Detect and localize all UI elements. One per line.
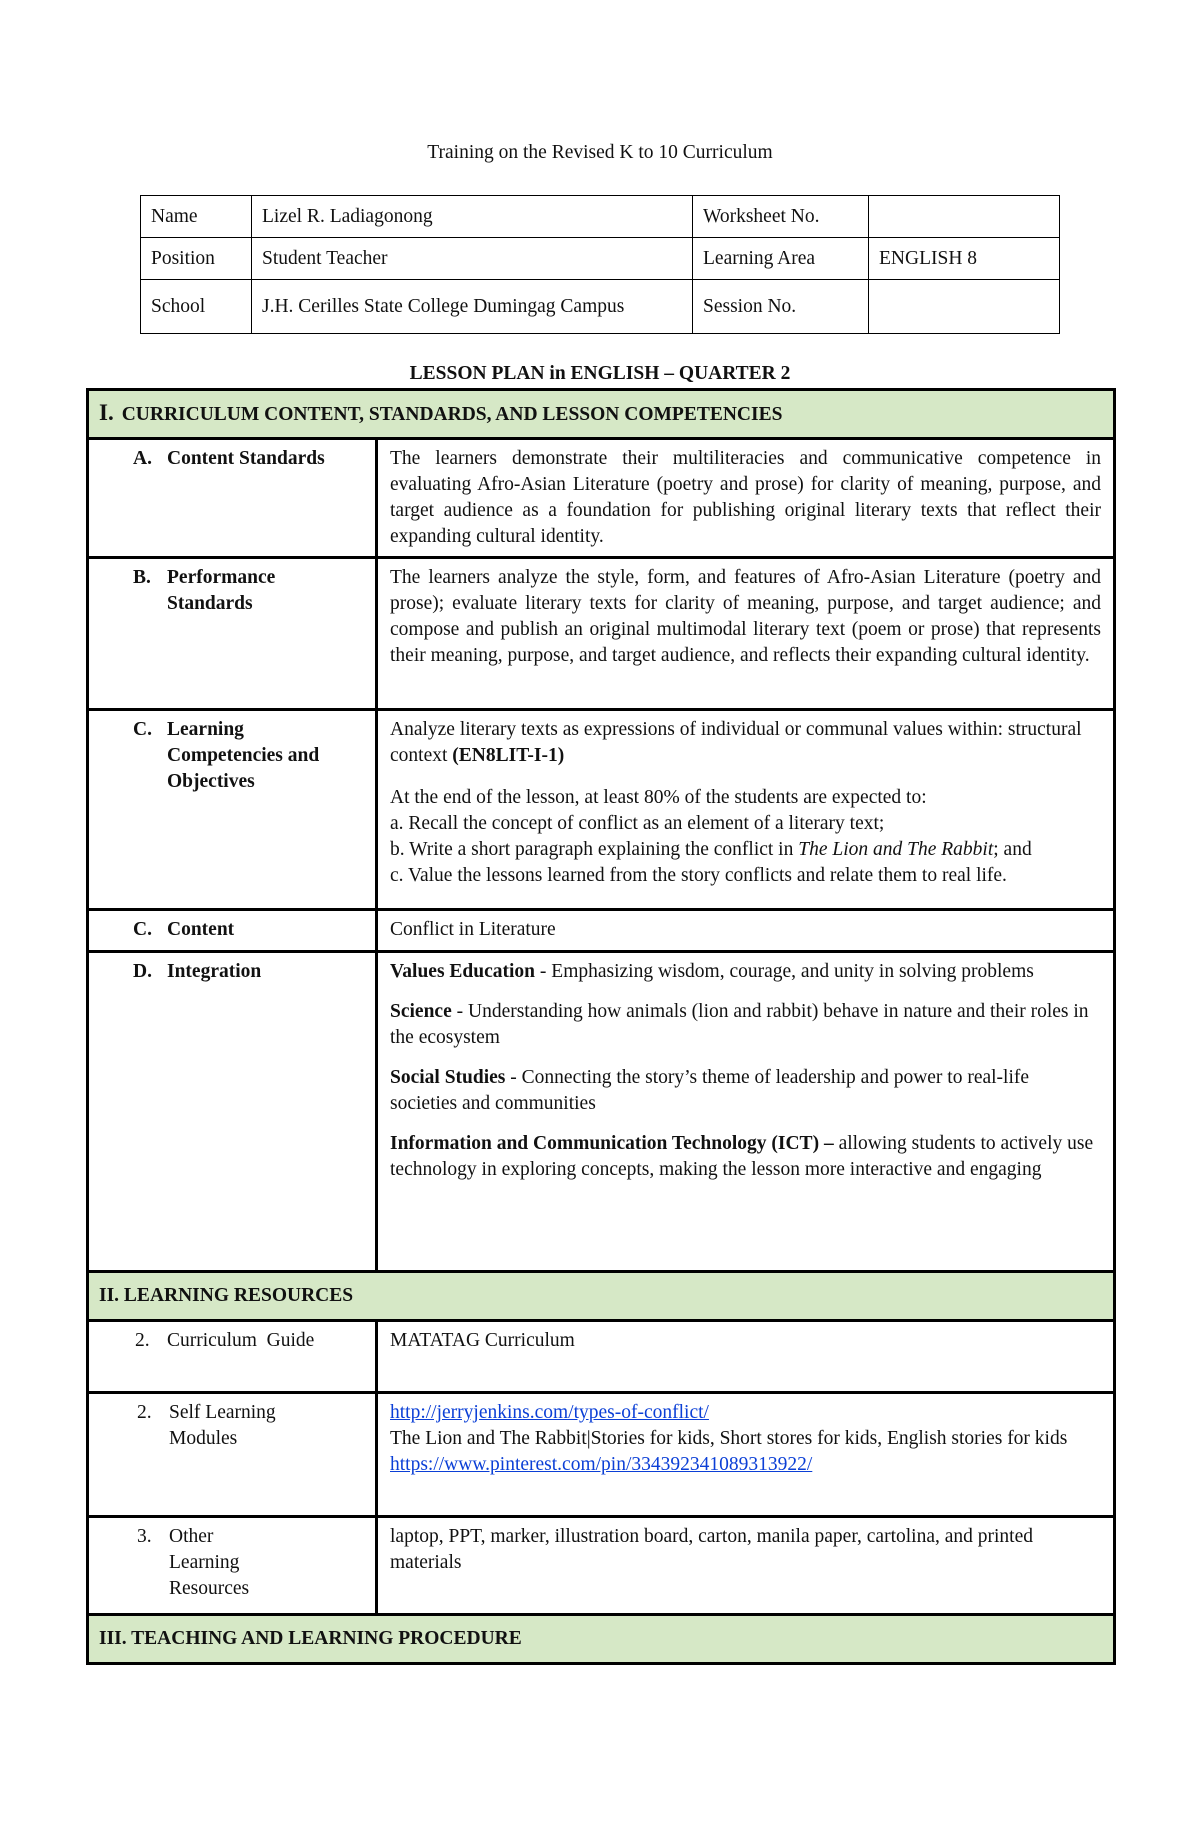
competencies-label: Learning Competencies and Objectives	[167, 719, 320, 792]
integration-item: Science - Understanding how animals (lion and rabbit) behave in nature and their roles in the ecosystem	[390, 1001, 1089, 1048]
objectives-intro: At the end of the lesson, at least 80% of the students are expected to:	[390, 787, 927, 808]
section-3-title: III. TEACHING AND LEARNING PROCEDURE	[88, 1615, 1115, 1664]
other-resources-text: laptop, PPT, marker, illustration board, carton, manila paper, cartolina, and printed materials	[377, 1517, 1115, 1615]
competencies-cell: Analyze literary texts as expressions of individual or communal values within: structural context (EN8LIT-I-1) At the end of the lesson, at least 80% of the students are expected to: a. Recall the concept of conflict as an element of a literary text; b. Write a short paragraph explaining the conflict in The Lion and The Rabbit; and c. Value the lessons learned from the story conflicts and relate them to real life.	[377, 710, 1115, 910]
content-standards-text: The learners demonstrate their multiliteracies and communicative competence in evaluating Afro-Asian Literature (poetry and prose) for clarity of meaning, purpose, and target audience as a foundation for publishing original literary texts that reflect their expanding cultural identity.	[377, 439, 1115, 558]
section-3-header	[88, 1615, 1115, 1664]
school-value: J.H. Cerilles State College Dumingag Campus	[252, 280, 693, 334]
content-text: Conflict in Literature	[377, 910, 1115, 952]
name-label: Name	[141, 196, 252, 238]
row-self-learning	[88, 1393, 1115, 1517]
integration-item: Values Education - Emphasizing wisdom, courage, and unity in solving problems	[390, 961, 1034, 982]
performance-standards-text: The learners analyze the style, form, and features of Afro-Asian Literature (poetry and prose); evaluate literary texts for clarity of meaning, purpose, and target audience; and compose and publish an original multimodal literary text (poem or prose) that represents their meaning, purpose, and target audience, and reflects their expanding cultural identity.	[377, 558, 1115, 710]
row-integration	[88, 952, 1115, 1272]
content-standards-label: Content Standards	[167, 448, 325, 469]
info-row-position	[141, 238, 1060, 280]
letter-c-content: C.	[133, 919, 152, 940]
content-label: Content	[167, 919, 235, 940]
letter-c: C.	[133, 719, 152, 740]
lesson-plan-table	[86, 388, 1116, 1665]
letter-b: B.	[133, 567, 151, 588]
resource-num: 2.	[135, 1330, 150, 1351]
position-value: Student Teacher	[252, 238, 693, 280]
school-label: School	[141, 280, 252, 334]
other-resources-label: Other Learning Resources	[169, 1526, 250, 1599]
competency-text: Analyze literary texts as expressions of individual or communal values within: structural context	[390, 719, 1082, 766]
self-learning-text: The Lion and The Rabbit|Stories for kids, Short stores for kids, English stories for kids	[390, 1428, 1068, 1449]
section-2-header	[88, 1272, 1115, 1321]
integration-item: Information and Communication Technology (ICT) – allowing students to actively use technology in exploring concepts, making the lesson more interactive and engaging	[390, 1133, 1094, 1180]
row-competencies	[88, 710, 1115, 910]
conflict-link[interactable]: http://jerryjenkins.com/types-of-conflict/	[390, 1402, 709, 1423]
objective-b: b. Write a short paragraph explaining the conflict in	[390, 839, 794, 860]
position-label: Position	[141, 238, 252, 280]
info-row-school	[141, 280, 1060, 334]
competency-code: (EN8LIT-I-1)	[452, 745, 565, 766]
name-value: Lizel R. Ladiagonong	[252, 196, 693, 238]
resource-num: 3.	[137, 1526, 152, 1547]
row-curriculum-guide	[88, 1321, 1115, 1393]
row-content	[88, 910, 1115, 952]
section-2-title: II. LEARNING RESOURCES	[88, 1272, 1115, 1321]
page-title: Training on the Revised K to 10 Curriculum	[427, 142, 773, 163]
curriculum-guide-label: Curriculum Guide	[167, 1330, 315, 1351]
session-label: Session No.	[693, 280, 869, 334]
info-row-name	[141, 196, 1060, 238]
area-value: ENGLISH 8	[869, 238, 1060, 280]
self-learning-cell	[377, 1393, 1115, 1517]
story-title: The Lion and The Rabbit	[798, 839, 994, 860]
pinterest-link[interactable]: https://www.pinterest.com/pin/334392341089313922/	[390, 1454, 813, 1475]
worksheet-value	[869, 196, 1060, 238]
row-performance-standards	[88, 558, 1115, 710]
integration-label: Integration	[167, 961, 262, 982]
integration-item: Social Studies - Connecting the story’s theme of leadership and power to real-life societies and communities	[390, 1067, 1030, 1114]
resource-num: 2.	[137, 1402, 152, 1423]
worksheet-label: Worksheet No.	[693, 196, 869, 238]
objective-a: a. Recall the concept of conflict as an element of a literary text;	[390, 813, 885, 834]
section-1-header	[88, 390, 1115, 439]
session-value	[869, 280, 1060, 334]
objective-c: c. Value the lessons learned from the story conflicts and relate them to real life.	[390, 865, 1007, 886]
letter-a: A.	[133, 448, 152, 469]
section-1-number: I.	[99, 400, 114, 425]
row-other-resources	[88, 1517, 1115, 1615]
letter-d: D.	[133, 961, 152, 982]
section-1-title: CURRICULUM CONTENT, STANDARDS, AND LESSON COMPETENCIES	[121, 404, 783, 425]
info-table	[140, 195, 1060, 334]
area-label: Learning Area	[693, 238, 869, 280]
performance-standards-label: Performance Standards	[167, 567, 276, 614]
integration-cell	[377, 952, 1115, 1272]
plan-title: LESSON PLAN in ENGLISH – QUARTER 2	[409, 363, 791, 384]
self-learning-label: Self Learning Modules	[169, 1402, 276, 1449]
row-content-standards	[88, 439, 1115, 558]
curriculum-guide-text: MATATAG Curriculum	[377, 1321, 1115, 1393]
